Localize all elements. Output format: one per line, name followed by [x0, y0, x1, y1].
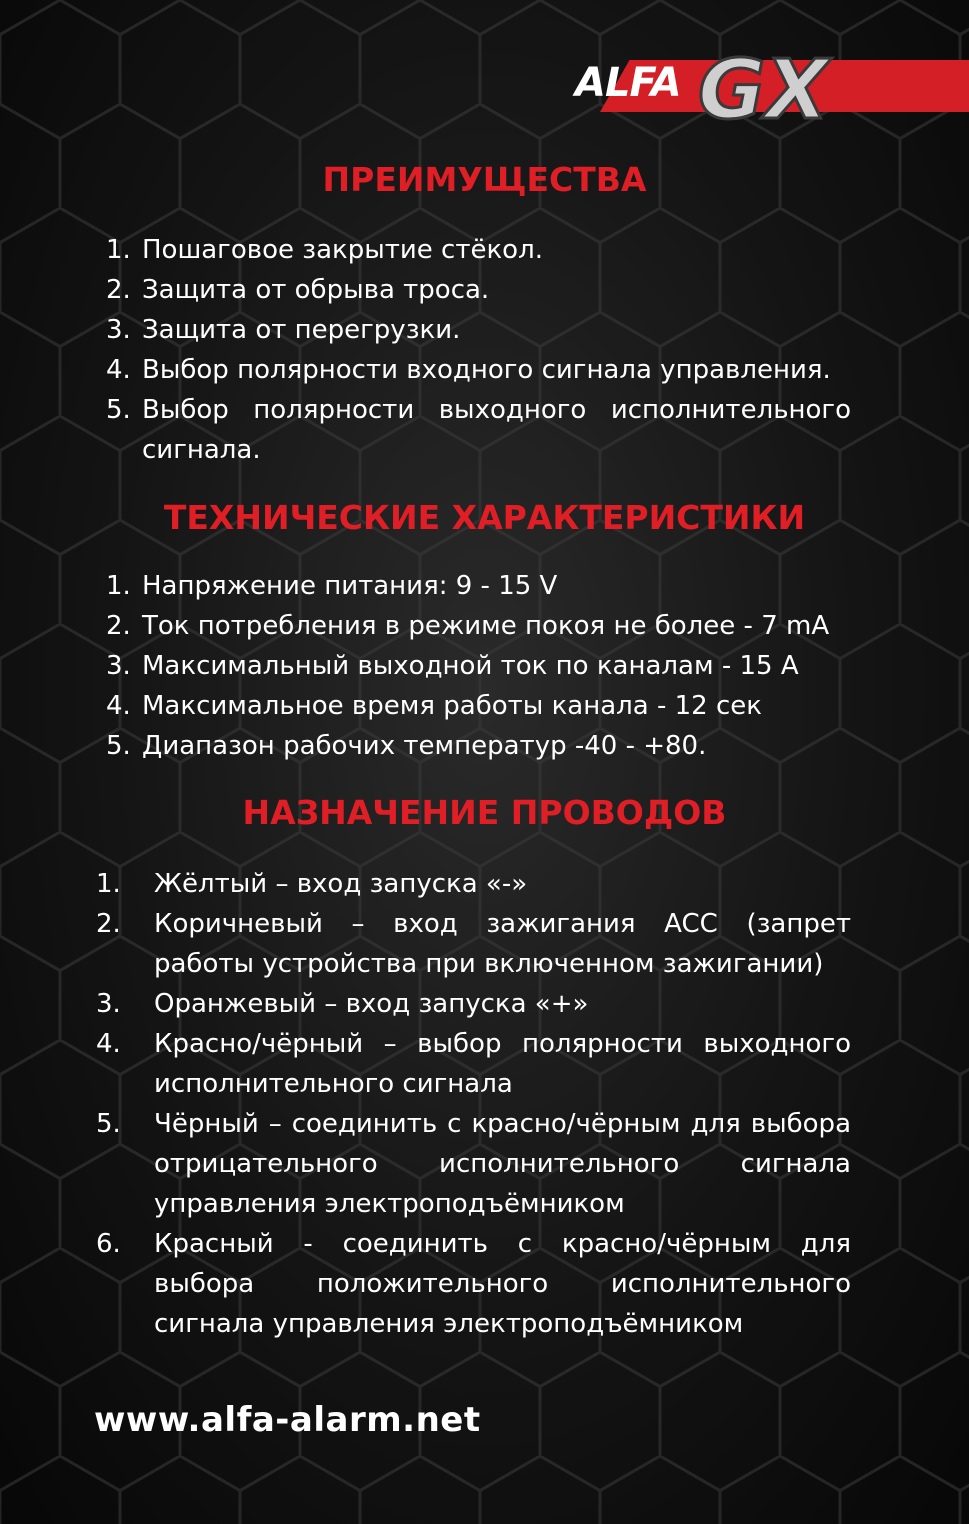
- advantages-title: ПРЕИМУЩЕСТВА: [322, 160, 647, 199]
- item-number: 5.: [106, 395, 131, 425]
- item-text: Пошаговое закрытие стёкол.: [142, 235, 543, 265]
- item-number: 1.: [96, 869, 121, 899]
- item-number: 4.: [106, 691, 131, 721]
- list-item: [96, 350, 851, 390]
- item-number: 2.: [106, 275, 131, 305]
- item-number: 2.: [106, 611, 131, 641]
- item-text: Чёрный – соединить с красно/чёрным для выбора отрицательного исполнительного сигнала управления электроподъёмником: [154, 1109, 851, 1219]
- advantages-list: [96, 230, 851, 470]
- item-text: Максимальное время работы канала - 12 сек: [142, 691, 762, 721]
- item-number: 6.: [96, 1229, 121, 1259]
- list-item: [96, 904, 851, 984]
- item-text: Коричневый – вход зажигания ACC (запрет работы устройства при включенном зажигании): [154, 909, 851, 979]
- item-text: Диапазон рабочих температур -40 - +80.: [142, 731, 707, 761]
- item-text: Выбор полярности входного сигнала управления.: [142, 355, 831, 385]
- list-item: [96, 310, 851, 350]
- item-number: 5.: [106, 731, 131, 761]
- item-number: 3.: [106, 651, 131, 681]
- item-text: Напряжение питания: 9 - 15 V: [142, 571, 558, 601]
- item-number: 1.: [106, 235, 131, 265]
- item-number: 4.: [96, 1029, 121, 1059]
- list-item: [96, 1224, 851, 1344]
- list-item: [96, 726, 851, 766]
- list-item: [96, 606, 851, 646]
- list-item: [96, 270, 851, 310]
- logo-gx-text: GX: [698, 43, 829, 130]
- wires-title: НАЗНАЧЕНИЕ ПРОВОДОВ: [242, 793, 727, 832]
- list-item: [96, 984, 851, 1024]
- wires-list: [96, 864, 851, 1344]
- item-text: Выбор полярности выходного исполнительного сигнала.: [142, 395, 851, 465]
- specs-title: ТЕХНИЧЕСКИЕ ХАРАКТЕРИСТИКИ: [163, 498, 806, 537]
- item-number: 4.: [106, 355, 131, 385]
- item-text: Жёлтый – вход запуска «-»: [154, 869, 528, 899]
- list-item: [96, 566, 851, 606]
- list-item: [96, 390, 851, 470]
- list-item: [96, 864, 851, 904]
- website-url: www.alfa-alarm.net: [94, 1400, 481, 1440]
- item-number: 3.: [106, 315, 131, 345]
- logo-alfa-text: ALFA: [575, 60, 681, 106]
- item-text: Красный - соединить с красно/чёрным для выбора положительного исполнительного сигнала управления электроподъёмником: [154, 1229, 851, 1339]
- list-item: [96, 686, 851, 726]
- list-item: [96, 230, 851, 270]
- logo-gx-emblem: [694, 40, 844, 130]
- item-text: Защита от обрыва троса.: [142, 275, 490, 305]
- list-item: [96, 646, 851, 686]
- list-item: [96, 1104, 851, 1224]
- item-text: Красно/чёрный – выбор полярности выходного исполнительного сигнала: [154, 1029, 851, 1099]
- item-number: 1.: [106, 571, 131, 601]
- item-text: Ток потребления в режиме покоя не более - 7 mA: [142, 611, 830, 641]
- item-number: 3.: [96, 989, 121, 1019]
- list-item: [96, 1024, 851, 1104]
- item-number: 5.: [96, 1109, 121, 1139]
- item-text: Максимальный выходной ток по каналам - 15 A: [142, 651, 799, 681]
- item-number: 2.: [96, 909, 121, 939]
- specs-list: [96, 566, 851, 766]
- item-text: Защита от перегрузки.: [142, 315, 461, 345]
- item-text: Оранжевый – вход запуска «+»: [154, 989, 589, 1019]
